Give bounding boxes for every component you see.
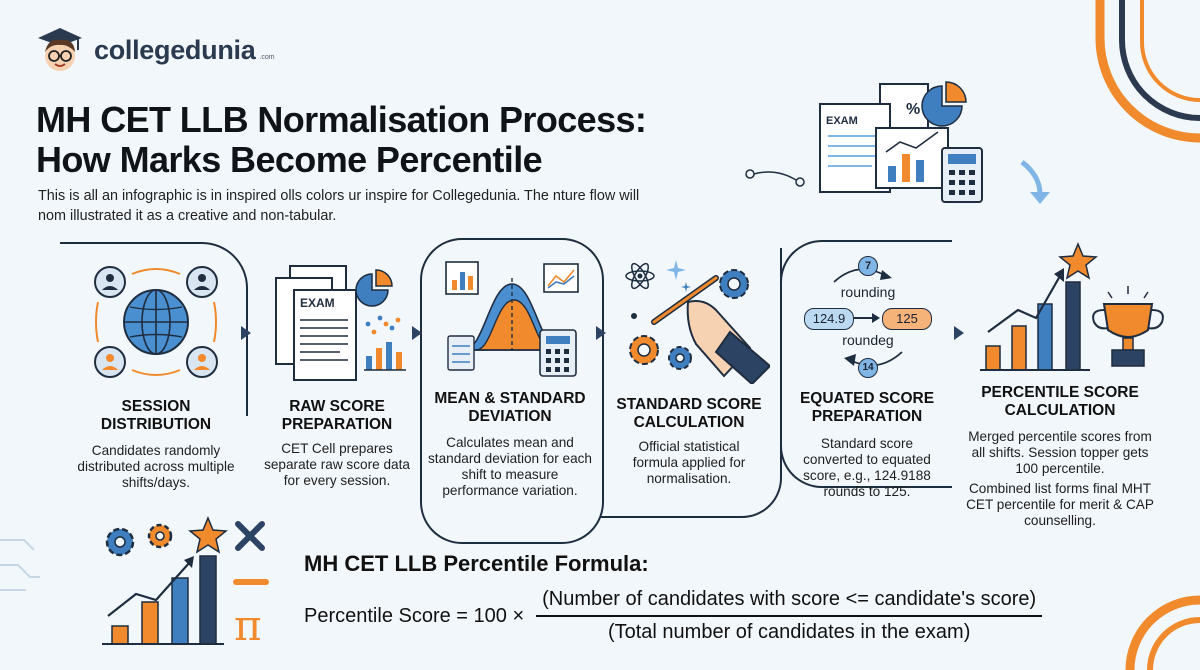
percentile-formula [304,588,1042,644]
math-growth-chart-icon [96,516,286,650]
hand-writing-gears-icon [620,254,770,384]
exam-papers-icon [268,262,408,384]
brand-logo[interactable] [34,24,275,76]
rounding-label-top: rounding [840,284,896,300]
step-mean-standard-deviation [426,390,594,499]
formula-denominator: (Total number of candidates in the exam) [607,621,971,643]
connector-arrow-2 [412,326,422,340]
title-line-1: MH CET LLB Normalisation Process: [36,99,647,140]
mascot-icon [34,24,86,76]
rounding-number-top: 7 [858,256,878,276]
circuit-lines-left [0,520,40,630]
formula-fraction [536,588,1042,644]
step-4-title: STANDARD SCORE CALCULATION [616,396,762,431]
formula-lhs: Percentile Score = 100 × [304,604,525,627]
step-percentile-score-calculation [960,384,1160,529]
step-3-title: MEAN & STANDARD DEVIATION [434,390,586,425]
step-6-text-2: Combined list forms final MHT CET percentile for merit & CAP counselling. [966,481,1154,528]
step-2-exam-label: EXAM [300,296,335,310]
step-1-title: SESSION DISTRIBUTION [100,398,212,433]
step-6-text: Merged percentile scores from all shifts. Session topper gets 100 percentile. [968,429,1152,476]
formula-title: MH CET LLB Percentile Formula: [304,551,649,576]
connector-arrow-1 [241,326,251,340]
step-2-text: CET Cell prepares separate raw score data for every session. [264,441,410,488]
brand-suffix: .com [259,53,275,61]
step-session-distribution [74,398,238,491]
rounding-value-to: 125 [882,308,932,330]
connector-arrow-3 [596,326,606,340]
page-subtitle: This is all an infographic is in inspired olls colors ur inspire for Collegedunia. The nture flow will nom illustrated it as a creative and non-tabular. [38,188,640,224]
exam-label: EXAM [826,115,858,127]
step-equated-score-preparation [790,390,944,500]
step-raw-score-preparation [262,398,412,489]
bell-curve-icon [436,254,586,384]
pi-symbol: π [234,601,262,650]
title-line-2: How Marks Become Percentile [36,139,543,180]
exam-report-illustration [740,76,1060,206]
step-6-title: PERCENTILE SCORE CALCULATION [981,384,1139,419]
formula-numerator: (Number of candidates with score <= candidate's score) [542,588,1037,610]
page-title [36,100,756,180]
step-5-title: EQUATED SCORE PREPARATION [799,390,935,425]
growth-chart-trophy-icon [978,240,1168,376]
percent-label: % [906,101,921,118]
rounding-value-from: 124.9 [804,308,854,330]
step-1-text: Candidates randomly distributed across multiple shifts/days. [77,443,235,490]
connector-arrow-4 [954,326,964,340]
globe-network-icon [86,252,226,392]
step-2-title: RAW SCORE PREPARATION [281,398,393,433]
step-4-text: Official statistical formula applied for normalisation. [632,439,746,486]
step-3-text: Calculates mean and standard deviation for each shift to measure performance variation. [428,435,592,498]
corner-arcs-bottom-right [1120,585,1200,670]
rounding-diagram [798,256,938,378]
rounding-number-bottom: 14 [858,358,878,378]
step-standard-score-calculation [604,396,774,487]
step-5-text: Standard score converted to equated score, e.g., 124.9188 rounds to 125. [803,436,931,499]
brand-name: collegedunia [94,34,256,65]
corner-arcs-top-right [1060,0,1200,150]
rounding-label-bottom: roundeg [842,332,894,348]
